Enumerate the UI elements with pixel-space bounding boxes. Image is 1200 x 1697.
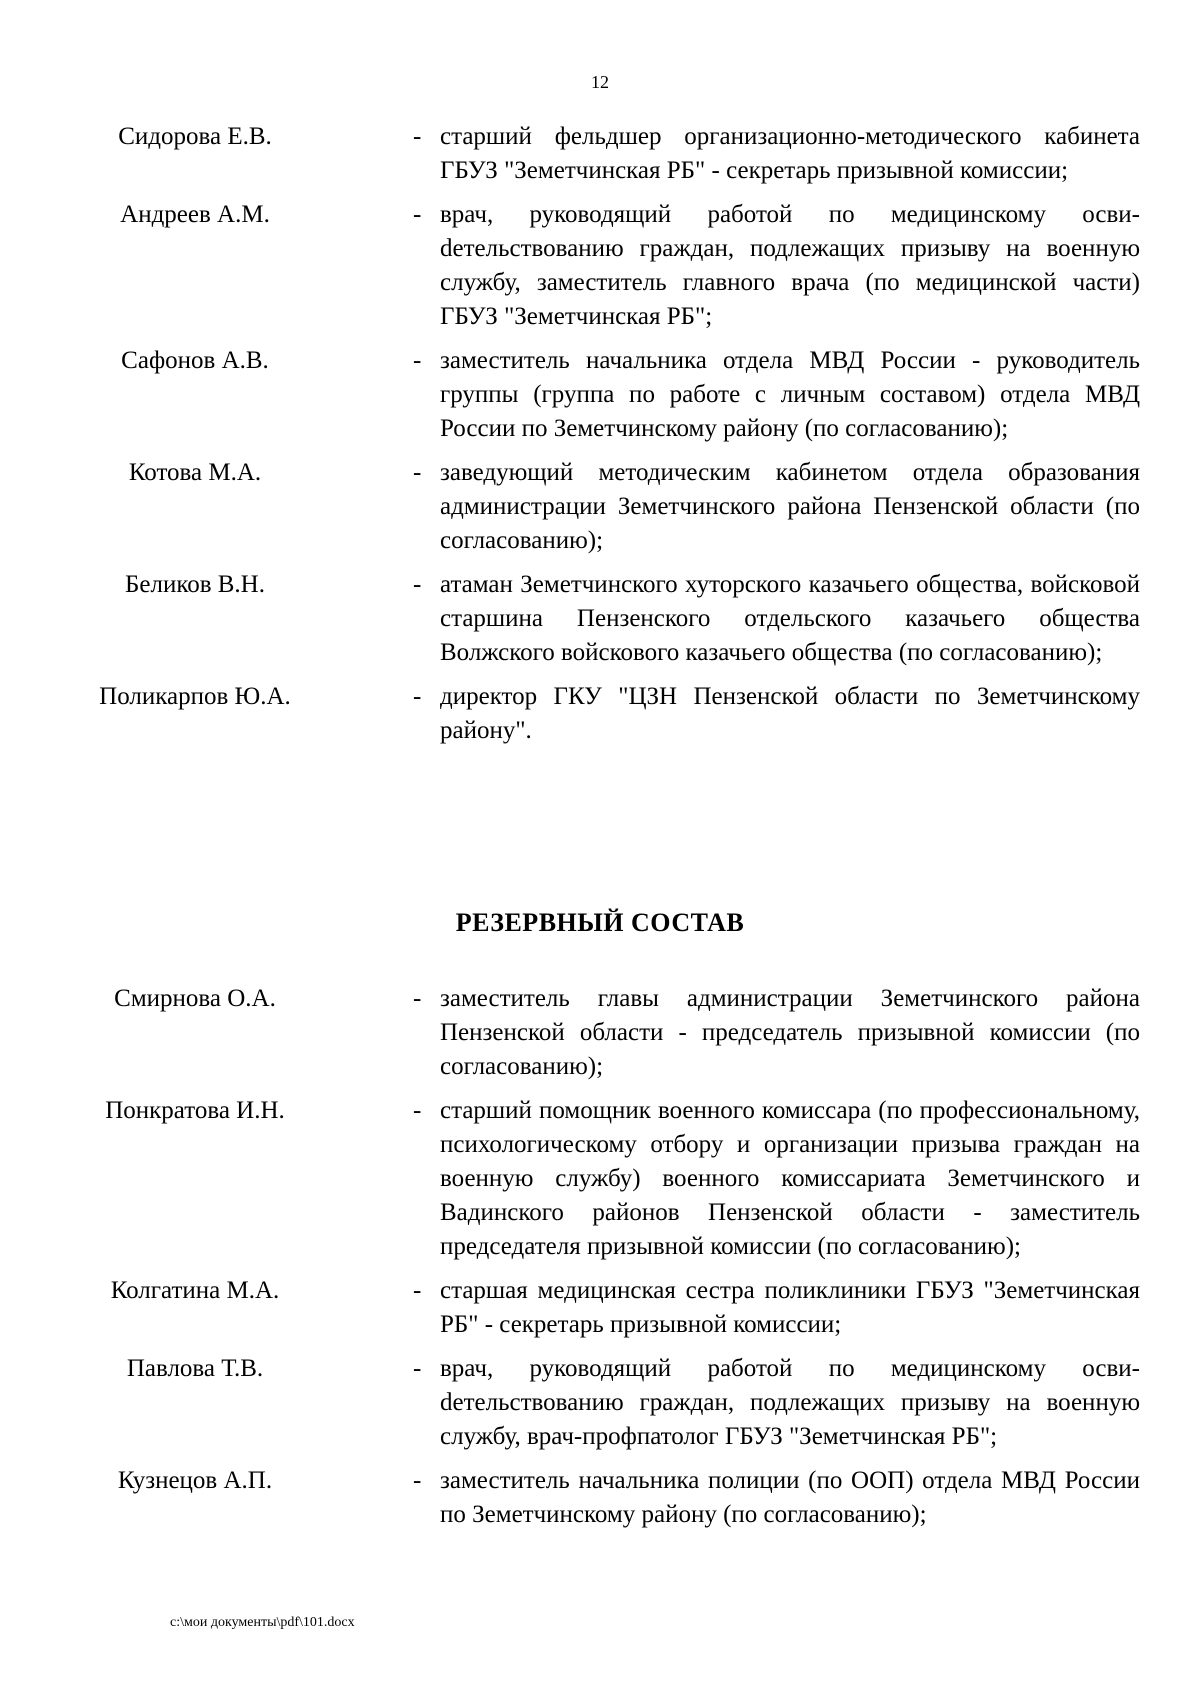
member-name: Павлова Т.В. [126, 1355, 264, 1382]
member-description: атаман Земетчинского хуторского казачьего общества, войсковой старшина Пензенского отдельского казачьего общества Волжского войскового казачьего общества (по согласованию); [440, 571, 1140, 666]
member-name: Поликарпов Ю.А. [99, 683, 291, 710]
list-item [0, 198, 1200, 334]
member-description: старший помощник военного комиссара (по профессиональному, психологическому отбору и организации призыва граждан на военную службу) военного комиссариата Земетчинского и Вадинского районов Пензенской области - заместитель председателя призывной комиссии (по согласованию); [440, 1097, 1140, 1260]
dash-separator: - [413, 1277, 422, 1304]
dash-separator: - [413, 1467, 422, 1494]
member-name: Сидорова Е.В. [118, 123, 272, 150]
list-item [0, 456, 1200, 558]
member-description: заместитель начальника отдела МВД России - руководитель группы (группа по работе с личным составом) отдела МВД России по Земетчинскому району (по согласованию); [440, 347, 1140, 442]
member-name: Сафонов А.В. [121, 347, 269, 374]
member-description: заместитель главы администрации Земетчинского района Пензенской области - председатель призывной комиссии (по согласованию); [440, 985, 1140, 1080]
list-item [0, 1352, 1200, 1454]
list-item [0, 1094, 1200, 1264]
reserve-member-list [0, 982, 1200, 1542]
dash-separator: - [413, 985, 422, 1012]
list-item [0, 1274, 1200, 1342]
member-description: врач, руководящий работой по медицинскому освиdетельствованию граждан, подлежащих призыву на военную службу, заместитель главного врача (по медицинской части) ГБУЗ "Земетчинская РБ"; [440, 201, 1140, 330]
list-item [0, 344, 1200, 446]
dash-separator: - [413, 683, 422, 710]
member-description: врач, руководящий работой по медицинскому освиdетельствованию граждан, подлежащих призыву на военную службу, врач-профпатолог ГБУЗ "Земетчинская РБ"; [440, 1355, 1140, 1450]
dash-separator: - [413, 1097, 422, 1124]
list-item [0, 982, 1200, 1084]
member-description: старший фельдшер организационно-методического кабинета ГБУЗ "Земетчинская РБ" - секретарь призывной комиссии; [440, 123, 1140, 184]
member-name: Смирнова О.А. [114, 985, 276, 1012]
list-item [0, 568, 1200, 670]
member-name: Кузнецов А.П. [117, 1467, 273, 1494]
footer-file-path: c:\мои документы\pdf\101.docx [170, 1615, 355, 1630]
list-item [0, 120, 1200, 188]
member-name: Андреев А.М. [120, 201, 270, 228]
member-name: Колгатина М.А. [110, 1277, 280, 1304]
member-description: старшая медицинская сестра поликлиники ГБУЗ "Земетчинская РБ" - секретарь призывной комиссии; [440, 1277, 1140, 1338]
member-description: заведующий методическим кабинетом отдела образования администрации Земетчинского района Пензенской области (по согласованию); [440, 459, 1140, 554]
page-number: 12 [591, 72, 609, 92]
member-description: директор ГКУ "ЦЗН Пензенской области по Земетчинскому району". [440, 683, 1140, 744]
dash-separator: - [413, 1355, 422, 1382]
dash-separator: - [413, 123, 422, 150]
member-name: Понкратова И.Н. [105, 1097, 285, 1124]
dash-separator: - [413, 347, 422, 374]
list-item [0, 1464, 1200, 1532]
member-name: Беликов В.Н. [125, 571, 265, 598]
dash-separator: - [413, 459, 422, 486]
member-description: заместитель начальника полиции (по ООП) отдела МВД России по Земетчинскому району (по согласованию); [440, 1467, 1140, 1528]
member-name: Котова М.А. [128, 459, 262, 486]
reserve-section-title: РЕЗЕРВНЫЙ СОСТАВ [455, 908, 745, 937]
list-item [0, 680, 1200, 748]
dash-separator: - [413, 571, 422, 598]
dash-separator: - [413, 201, 422, 228]
main-member-list [0, 120, 1200, 758]
